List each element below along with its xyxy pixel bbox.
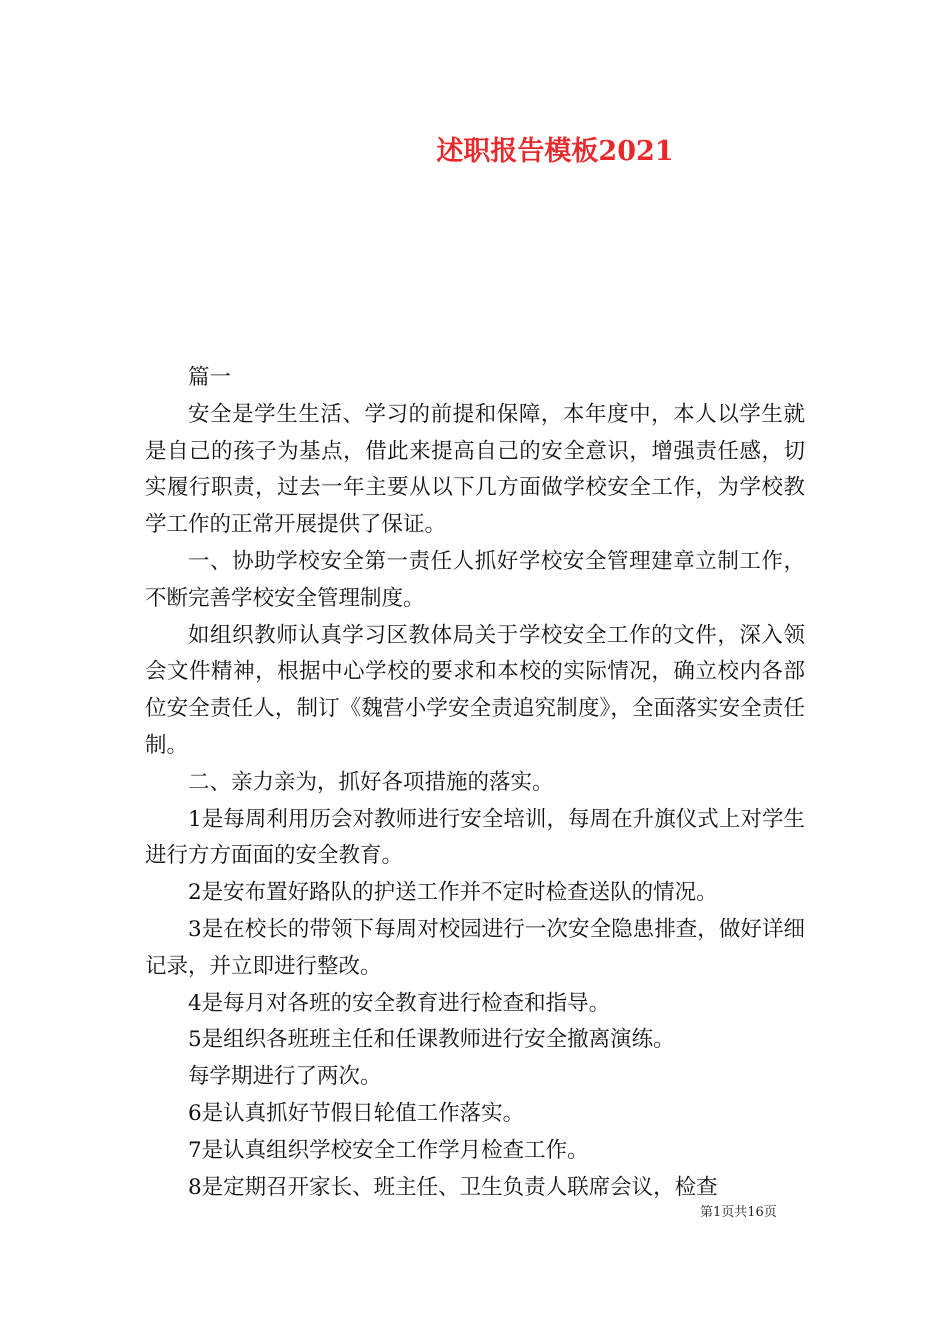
- page-number-footer: 第1页共16页: [700, 1205, 777, 1220]
- paragraph: 如组织教师认真学习区教体局关于学校安全工作的文件，深入领会文件精神，根据中心学校的要求和本校的实际情况，确立校内各部位安全责任人，制订《魏营小学安全责追究制度》，全面落实安全责任制。: [145, 622, 805, 758]
- paragraph: 6是认真抓好节假日轮值工作落实。: [188, 1100, 525, 1126]
- paragraph: 安全是学生生活、学习的前提和保障，本年度中，本人以学生就是自己的孩子为基点，借此来提高自己的安全意识，增强责任感，切实履行职责，过去一年主要从以下几方面做学校安全工作，为学校教学工作的正常开展提供了保证。: [145, 401, 805, 538]
- paragraph: 7是认真组织学校安全工作学月检查工作。: [188, 1137, 589, 1163]
- paragraph: 5是组织各班班主任和任课教师进行安全撤离演练。: [188, 1027, 675, 1053]
- paragraph: 2是安布置好路队的护送工作并不定时检查送队的情况。: [188, 880, 718, 906]
- document-body: [145, 360, 805, 1206]
- paragraph: 二、亲力亲为，抓好各项措施的落实。: [188, 769, 554, 795]
- paragraph: 一、协助学校安全第一责任人抓好学校安全管理建章立制工作，不断完善学校安全管理制度。: [145, 548, 805, 611]
- paragraph: 1是每周利用历会对教师进行安全培训，每周在升旗仪式上对学生进行方方面面的安全教育。: [145, 806, 805, 869]
- paragraph: 篇一: [188, 365, 232, 390]
- paragraph: 4是每月对各班的安全教育进行检查和指导。: [188, 990, 611, 1016]
- paragraph: 3是在校长的带领下每周对校园进行一次安全隐患排查，做好详细记录，并立即进行整改。: [145, 916, 805, 979]
- paragraph: 8是定期召开家长、班主任、卫生负责人联席会议，检查: [188, 1174, 718, 1200]
- paragraph: 每学期进行了两次。: [188, 1064, 382, 1090]
- document-title: 述职报告模板2021: [436, 136, 674, 167]
